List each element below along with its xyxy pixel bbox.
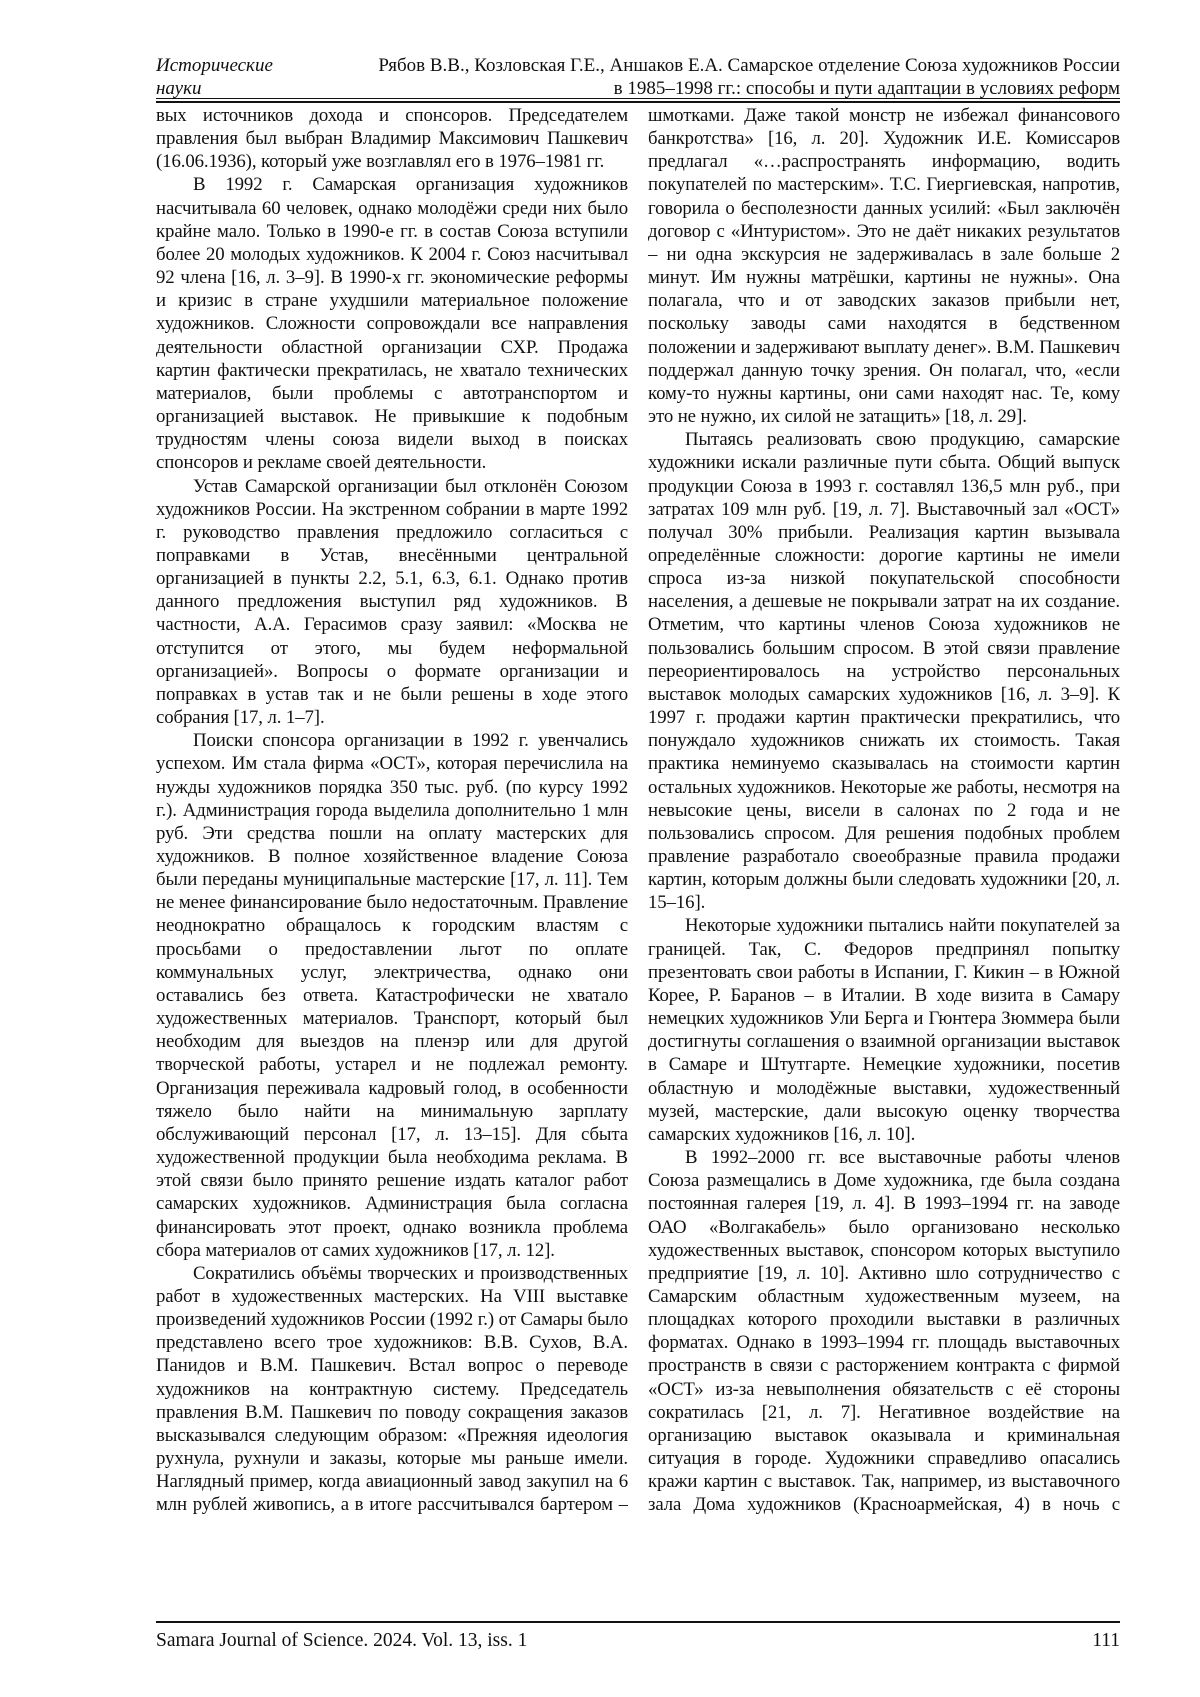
page-footer bbox=[156, 1629, 1120, 1653]
paragraph: вых источников дохода и спонсоров. Председателем правления был выбран Владимир Максимович Пашкевич (16.06.1936), который уже возглавлял его в 1976–1981 гг. bbox=[156, 105, 628, 173]
paragraph: Пытаясь реализовать свою продукцию, самарские художники искали различные пути сбыта. Общий выпуск продукции Союза в 1993 г. составлял 136,5 млн руб., при затратах 109 млн руб. [19, л. 7]. Выставочный зал «ОСТ» получал 30% прибыли. Реализация картин вызывала определённые сложности: дорогие картины не имели спроса из-за низкой покупательской способности населения, а дешевые не покрывали затрат на их создание. Отметим, что картины членов Союза художников не пользовались большим спросом. В этой связи правление переориентировалось на устройство персональных выставок молодых самарских художников [16, л. 3–9]. К 1997 г. продажи картин практически прекратились, что понуждало художников снижать их стоимость. Такая практика неминуемо сказывалась на стоимости картин остальных художников. Некоторые же работы, несмотря на невысокие цены, висели в салонах по 2 года и не пользовались спросом. Для решения подобных проблем правление разработало своеобразные правила продажи картин, которым должны были следовать художники [20, л. 15–16]. bbox=[648, 429, 1120, 914]
footer-rule bbox=[156, 1621, 1120, 1623]
header-rule bbox=[156, 98, 1120, 103]
paragraph: Поиски спонсора организации в 1992 г. увенчались успехом. Им стала фирма «ОСТ», которая перечислила на нужды художников порядка 350 тыс. руб. (по курсу 1992 г.). Администрация города выделила дополнительно 1 млн руб. Эти средства пошли на оплату мастерских для художников. В полное хозяйственное владение Союза были переданы муниципальные мастерские [17, л. 11]. Тем не менее финансирование было недостаточным. Правление неоднократно обращалось к городским властям с просьбами о предоставлении льгот по оплате коммунальных услуг, электричества, однако они оставались без ответа. Катастрофически не хватало художественных материалов. Транспорт, который был необходим для выездов на пленэр или для другой творческой работы, устарел и не подлежал ремонту. Организация переживала кадровый голод, в особенности тяжело было найти на минимальную зарплату обслуживающий персонал [17, л. 13–15]. Для сбыта художественной продукции была необходима реклама. В этой связи было принято решение издать каталог работ самарских художников. Администрация была согласна финансировать этот проект, однако возникла проблема сбора материалов от самих художников [17, л. 12]. bbox=[156, 730, 628, 1261]
paragraph: шмотками. Даже такой монстр не избежал финансового банкротства» [16, л. 20]. Художник И.Е. Комиссаров предлагал «…распространять информацию, водить покупателей по мастерским». Т.С. Гиергиевская, напротив, говорила о бесполезности данных усилий: «Был заключён договор с «Интуристом». Это не даёт никаких результатов – ни одна экскурсия не задерживалась в зале больше 2 минут. Им нужны матрёшки, картины не нужны». Она полагала, что и от заводских заказов прибыли нет, поскольку заводы сами находятся в бедственном положении и задерживают выплату денег». В.М. Пашкевич поддержал данную точку зрения. Он полагал, что, «если кому-то нужны картины, они сами находят нас. Те, кому это не нужно, их силой не затащить» [18, л. 29]. bbox=[648, 105, 1120, 428]
journal-footer-text: Samara Journal of Science. 2024. Vol. 13, iss. 1 bbox=[156, 1630, 528, 1651]
paragraph: Некоторые художники пытались найти покупателей за границей. Так, С. Федоров предпринял попытку презентовать свои работы в Испании, Г. Кикин – в Южной Корее, Р. Баранов – в Италии. В ходе визита в Самару немецких художников Ули Берга и Гюнтера Зюммера были достигнуты соглашения о взаимной организации выставок в Самаре и Штутгарте. Немецкие художники, посетив областную и молодёжные выставки, художественный музей, мастерские, дали высокую оценку творчества самарских художников [16, л. 10]. bbox=[648, 915, 1120, 1145]
citation-line2: в 1985–1998 гг.: способы и пути адаптации в условиях реформ bbox=[613, 78, 1120, 99]
text-column-left bbox=[156, 104, 628, 1618]
section-label-line1: Исторические bbox=[156, 55, 273, 76]
running-head-citation bbox=[300, 54, 1120, 100]
paragraph: В 1992 г. Самарская организация художников насчитывала 60 человек, однако молодёжи среди них было крайне мало. Только в 1990-е гг. в состав Союза вступили более 20 молодых художников. К 2004 г. Союз насчитывал 92 члена [16, л. 3–9]. В 1990-х гг. экономические реформы и кризис в стране ухудшили материальное положение художников. Сложности сопровождали все направления деятельности областной организации СХР. Продажа картин фактически прекратилась, не хватало технических материалов, были проблемы с автотранспортом и организацией выставок. Не привыкшие к подобным трудностям члены союза видели выход в поисках спонсоров и рекламе своей деятельности. bbox=[156, 174, 628, 474]
citation-line1: Рябов В.В., Козловская Г.Е., Аншаков Е.А. Самарское отделение Союза художников России bbox=[378, 55, 1120, 76]
text-column-right bbox=[648, 104, 1120, 1618]
section-label bbox=[156, 54, 273, 100]
section-label-line2: науки bbox=[156, 78, 202, 99]
paragraph: В 1992–2000 гг. все выставочные работы членов Союза размещались в Доме художника, где была создана постоянная галерея [19, л. 4]. В 1993–1994 гг. на заводе ОАО «Волгакабель» было организовано несколько художественных выставок, спонсором которых выступило предприятие [19, л. 10]. Активно шло сотрудничество с Самарским областным художественным музеем, на площадках которого проходили выставки в различных форматах. Однако в 1993–1994 гг. площадь выставочных пространств в связи с расторжением контракта с фирмой «ОСТ» из-за невыполнения обязательств с её стороны сократилась [21, л. 7]. Негативное воздействие на организацию выставок оказывала и криминальная ситуация в городе. Художники справедливо опасались кражи картин с выставок. Так, например, из выставочного зала Дома художников (Красноармейская, 4) в ночь с bbox=[648, 1147, 1120, 1516]
paragraph: Устав Самарской организации был отклонён Союзом художников России. На экстренном собрании в марте 1992 г. руководство правления предложило согласиться с поправками в Устав, внесёнными центральной организацией в пункты 2.2, 5.1, 6.3, 6.1. Однако против данного предложения выступил ряд художников. В частности, А.А. Герасимов сразу заявил: «Москва не отступится от этого, мы будем неформальной организацией». Вопросы о формате организации и поправках в устав так и не были решены в ходе этого собрания [17, л. 1–7]. bbox=[156, 475, 628, 729]
page-number: 111 bbox=[1092, 1630, 1120, 1651]
paragraph: Сократились объёмы творческих и производственных работ в художественных мастерских. На VIII выставке произведений художников России (1992 г.) от Самары было представлено всего трое художников: В.В. Сухов, В.А. Панидов и В.М. Пашкевич. Встал вопрос о переводе художников на контрактную систему. Председатель правления В.М. Пашкевич по поводу сокращения заказов высказывался следующим образом: «Прежняя идеология рухнула, рухнули и заказы, которые мы раньше имели. Наглядный пример, когда авиационный завод закупил на 6 млн рублей живопись, а в итоге рассчитывался бартером – bbox=[156, 1262, 628, 1516]
